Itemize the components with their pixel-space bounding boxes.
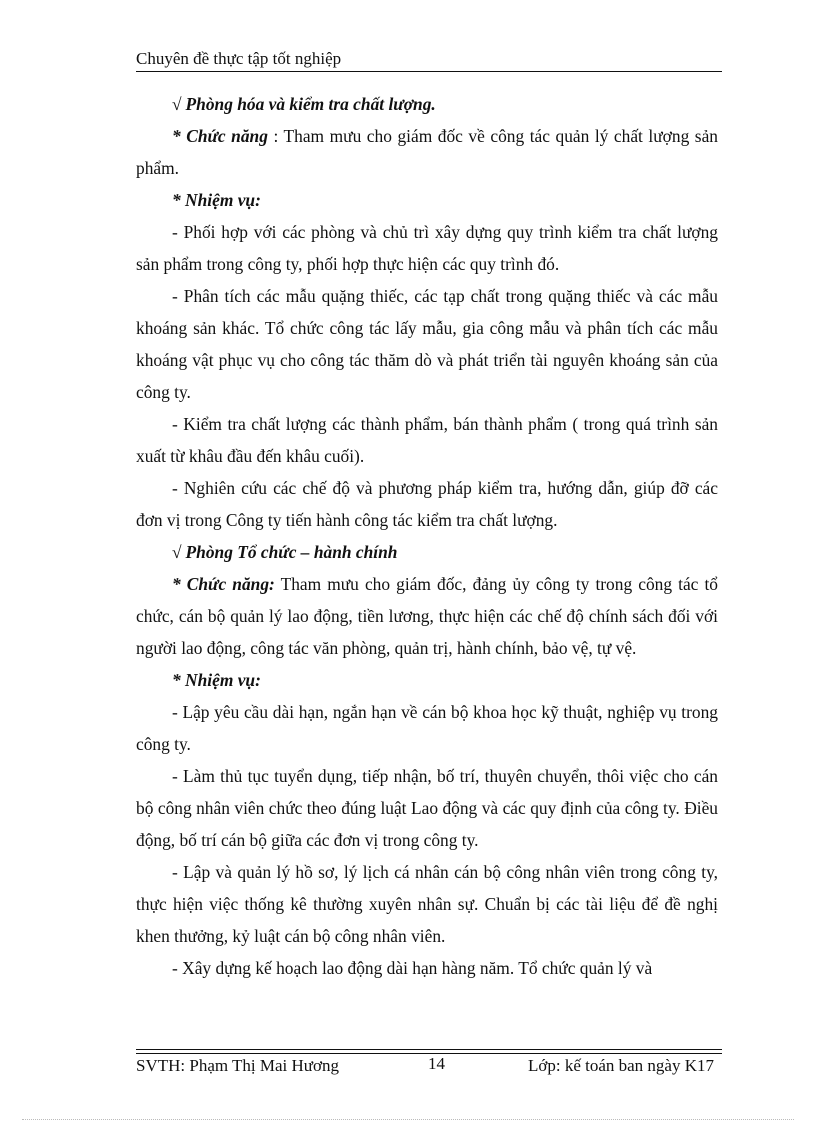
section-2-item: - Làm thủ tục tuyển dụng, tiếp nhận, bố trí, thuyên chuyển, thôi việc cho cán bộ công nhân viên chức theo đúng luật Lao động và các quy định của công ty. Điều động, bố trí cán bộ giữa các đơn vị trong công ty. xyxy=(136,766,718,850)
footer-class-info: Lớp: kế toán ban ngày K17 xyxy=(527,1056,714,1075)
section-1-function xyxy=(136,120,718,184)
section-1-heading: √ Phòng hóa và kiểm tra chất lượng. xyxy=(172,94,436,114)
page-bottom-dotted-border xyxy=(22,1119,794,1120)
section-1-function-label: * Chức năng xyxy=(172,126,268,146)
section-1-item: - Nghiên cứu các chế độ và phương pháp kiểm tra, hướng dẫn, giúp đỡ các đơn vị trong Công ty tiến hành công tác kiểm tra chất lượng. xyxy=(136,478,718,530)
section-1-item: - Kiểm tra chất lượng các thành phẩm, bán thành phẩm ( trong quá trình sản xuất từ khâu đầu đến khâu cuối). xyxy=(136,414,718,466)
section-2-item: - Lập và quản lý hồ sơ, lý lịch cá nhân cán bộ công nhân viên trong công ty, thực hiện việc thống kê thường xuyên nhân sự. Chuẩn bị các tài liệu để đề nghị khen thưởng, kỷ luật cán bộ công nhân viên. xyxy=(136,862,718,946)
footer-rule-thick xyxy=(136,1049,722,1050)
section-2-item: - Lập yêu cầu dài hạn, ngắn hạn về cán bộ khoa học kỹ thuật, nghiệp vụ trong công ty. xyxy=(136,702,718,754)
section-1-function-text: : Tham mưu cho giám đốc về công tác quản lý chất lượng sản phẩm. xyxy=(136,126,718,178)
check-mark-icon: √ xyxy=(172,94,182,114)
footer-page-number: 14 xyxy=(428,1054,445,1073)
section-2-item: - Xây dựng kế hoạch lao động dài hạn hàng năm. Tổ chức quản lý và xyxy=(172,958,653,978)
section-1-item: - Phối hợp với các phòng và chủ trì xây dựng quy trình kiểm tra chất lượng sản phẩm trong công ty, phối hợp thực hiện các quy trình đó. xyxy=(136,222,718,274)
section-2-heading: √ Phòng Tổ chức – hành chính xyxy=(172,542,398,562)
section-2-function-text: Tham mưu cho giám đốc, đảng ủy công ty trong công tác tổ chức, cán bộ quản lý lao động, tiền lương, thực hiện các chế độ chính sách đối với người lao động, công tác văn phòng, quản trị, hành chính, bảo vệ, tự vệ. xyxy=(136,574,719,658)
header-rule xyxy=(136,71,722,72)
page-header-title: Chuyên đề thực tập tốt nghiệp xyxy=(136,49,342,68)
footer-student-name: SVTH: Phạm Thị Mai Hương xyxy=(136,1056,340,1075)
section-1-task-label: * Nhiệm vụ: xyxy=(172,190,261,210)
section-1-item: - Phân tích các mẫu quặng thiếc, các tạp chất trong quặng thiếc và các mẫu khoáng sản khác. Tổ chức công tác lấy mẫu, gia công mẫu và phân tích các mẫu khoáng vật phục vụ cho công tác thăm dò và phát triển tài nguyên khoáng sản của công ty. xyxy=(136,286,718,402)
section-2-task-label: * Nhiệm vụ: xyxy=(172,670,261,690)
document-body xyxy=(136,88,718,984)
section-2-function-label: * Chức năng: xyxy=(172,574,275,594)
section-2-function xyxy=(136,568,718,664)
check-mark-icon: √ xyxy=(172,542,182,562)
